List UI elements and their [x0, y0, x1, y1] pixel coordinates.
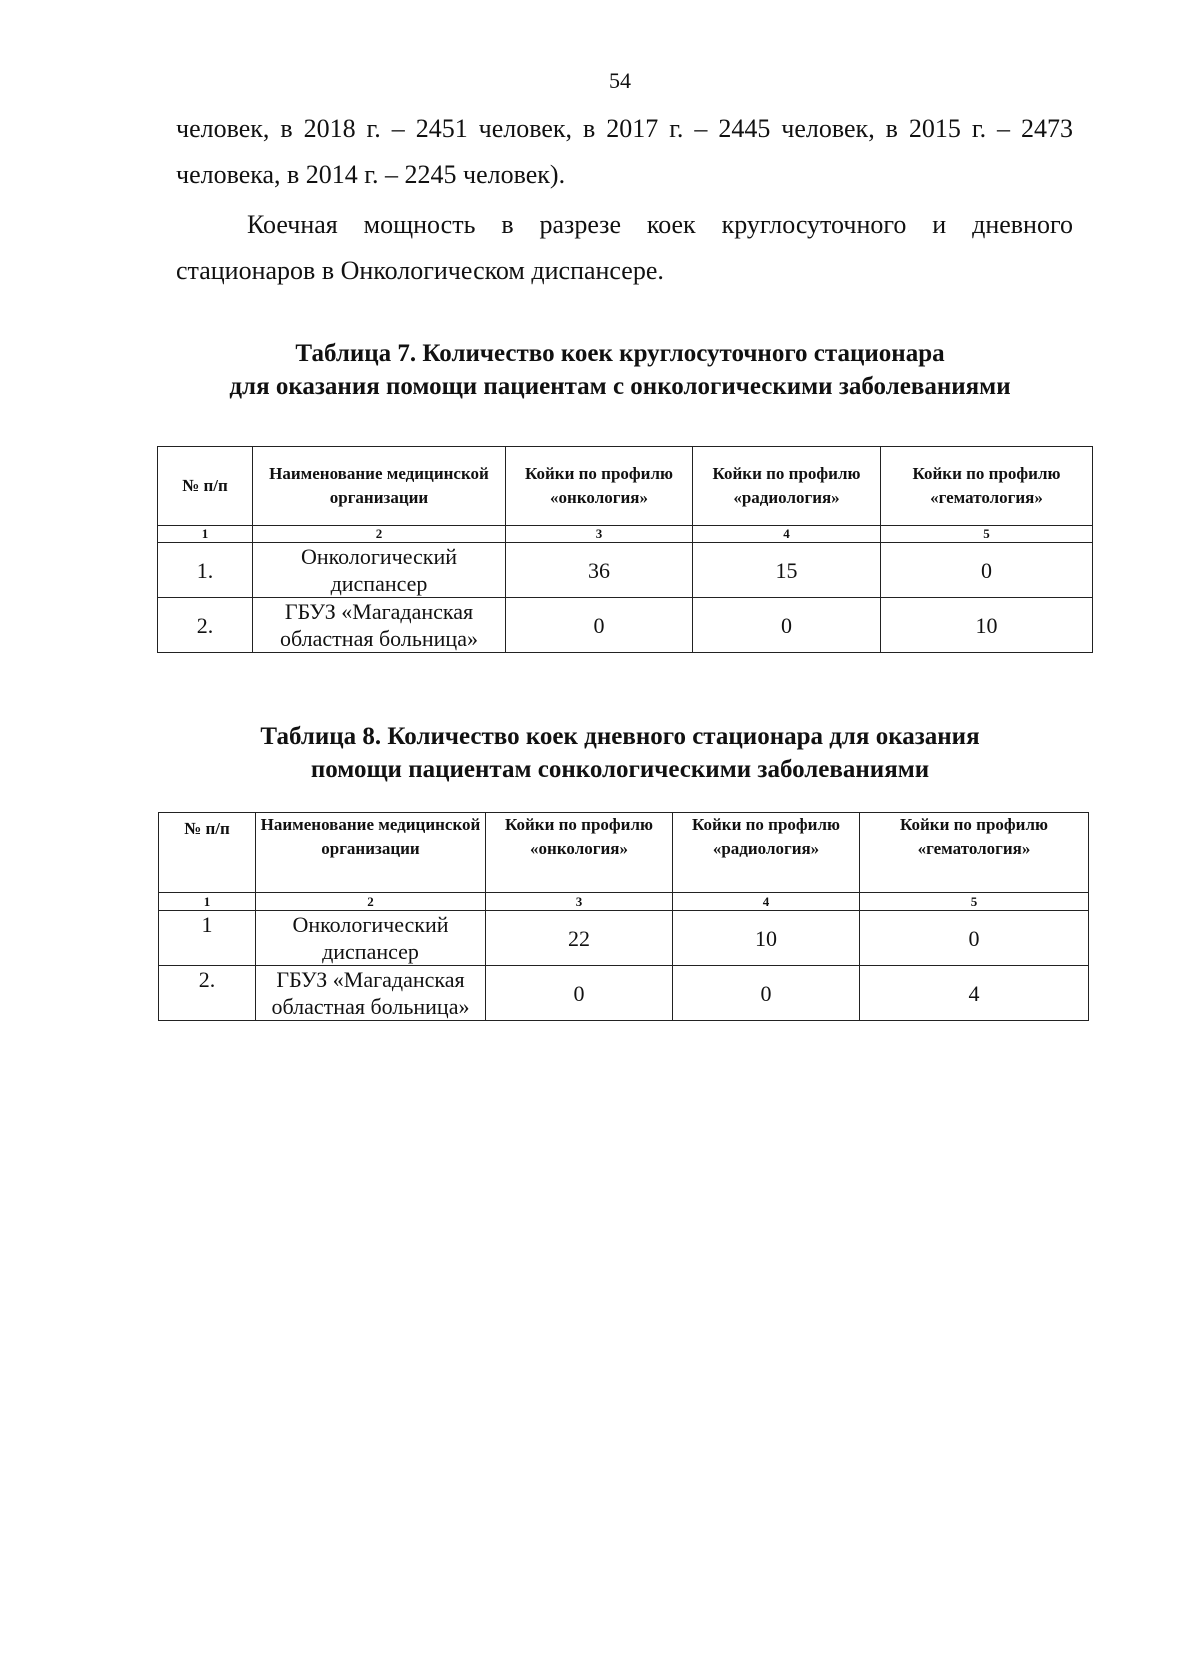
table7-header-cell: № п/п: [158, 447, 253, 526]
table-cell: 15: [693, 543, 881, 598]
table7-header-row: [158, 447, 1093, 526]
table-cell: 0: [673, 966, 860, 1021]
table-cell: 2.: [158, 598, 253, 653]
table8-column-number: 5: [860, 893, 1089, 911]
table8-column-number: 2: [256, 893, 486, 911]
table-row: [159, 911, 1089, 966]
table8-header-cell: Наименование медицинской организации: [256, 813, 486, 893]
table-cell: ГБУЗ «Магаданская областная больница»: [256, 966, 486, 1021]
table-cell: 0: [506, 598, 693, 653]
table7-header-cell: Койки по профилю «онкология»: [506, 447, 693, 526]
table8-column-number: 4: [673, 893, 860, 911]
table8-column-number: 1: [159, 893, 256, 911]
table-cell: ГБУЗ «Магаданская областная больница»: [253, 598, 506, 653]
table-cell: 36: [506, 543, 693, 598]
table7-column-number: 1: [158, 526, 253, 543]
table-row: [159, 966, 1089, 1021]
table8-caption-line2: помощи пациентам сонкологическими заболеваниями: [310, 756, 930, 783]
table7-caption: [160, 337, 1080, 403]
table7-column-number: 5: [881, 526, 1093, 543]
table-cell: 22: [486, 911, 673, 966]
table7-header-cell: Наименование медицинской организации: [253, 447, 506, 526]
table8-column-number: 3: [486, 893, 673, 911]
table7-column-number: 2: [253, 526, 506, 543]
table-cell: 0: [860, 911, 1089, 966]
table7-header-cell: Койки по профилю «гематология»: [881, 447, 1093, 526]
table-cell: 0: [693, 598, 881, 653]
table8-column-number-row: [159, 893, 1089, 911]
table-cell: Онкологический диспансер: [256, 911, 486, 966]
table8-caption-line1: Таблица 8. Количество коек дневного стационара для оказания: [260, 723, 980, 750]
table8-day-hospital-beds: [158, 812, 1089, 1021]
table8-header-cell: Койки по профилю «гематология»: [860, 813, 1089, 893]
table7-round-the-clock-beds: [157, 446, 1093, 653]
table7-caption-line1: Таблица 7. Количество коек круглосуточного стационара: [295, 340, 945, 367]
table-cell: 0: [486, 966, 673, 1021]
table-cell: 2.: [159, 966, 256, 1021]
table-cell: 0: [881, 543, 1093, 598]
table7-column-number-row: [158, 526, 1093, 543]
table-row: [158, 543, 1093, 598]
page-number: 54: [609, 68, 631, 93]
table7-column-number: 4: [693, 526, 881, 543]
table8-caption: [160, 720, 1080, 786]
table8-header-cell: Койки по профилю «радиология»: [673, 813, 860, 893]
table-cell: 1: [159, 911, 256, 966]
table-cell: 10: [673, 911, 860, 966]
paragraph-population-counts: человек, в 2018 г. – 2451 человек, в 2017 г. – 2445 человек, в 2015 г. – 2473 человека, в 2014 г. – 2245 человек).: [176, 114, 1073, 189]
table-cell: Онкологический диспансер: [253, 543, 506, 598]
table7-caption-line2: для оказания помощи пациентам с онкологическими заболеваниями: [229, 373, 1011, 400]
table8-header-cell: № п/п: [159, 813, 256, 893]
table7-header-cell: Койки по профилю «радиология»: [693, 447, 881, 526]
table-cell: 1.: [158, 543, 253, 598]
table-cell: 4: [860, 966, 1089, 1021]
table7-column-number: 3: [506, 526, 693, 543]
table8-header-cell: Койки по профилю «онкология»: [486, 813, 673, 893]
table-cell: 10: [881, 598, 1093, 653]
paragraph-bed-capacity: Коечная мощность в разрезе коек круглосуточного и дневного стационаров в Онкологическом диспансере.: [176, 210, 1073, 285]
table-row: [158, 598, 1093, 653]
table8-header-row: [159, 813, 1089, 893]
